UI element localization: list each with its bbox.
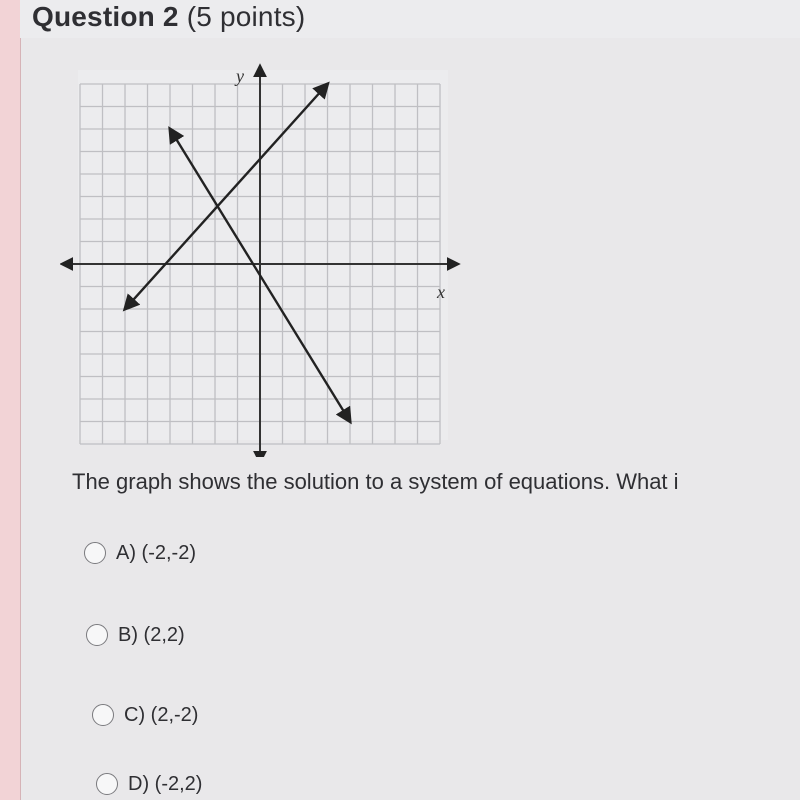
x-axis-label: x <box>437 282 445 302</box>
question-text: The graph shows the solution to a system of equations. What i <box>72 469 679 494</box>
choice-c[interactable] <box>92 703 198 727</box>
left-sidebar-strip <box>0 0 21 800</box>
y-axis-label: y <box>236 66 244 86</box>
choice-a[interactable] <box>84 541 196 565</box>
graph-background <box>78 70 448 440</box>
radio-button-b[interactable] <box>86 624 108 646</box>
graph-figure <box>60 52 465 457</box>
choice-a-label: A) (-2,-2) <box>116 542 196 564</box>
question-title <box>32 2 305 32</box>
question-points: (5 points) <box>186 1 306 32</box>
choice-b[interactable] <box>86 623 185 647</box>
radio-button-a[interactable] <box>84 542 106 564</box>
choice-c-label: C) (2,-2) <box>124 704 199 726</box>
radio-button-c[interactable] <box>92 704 114 726</box>
choice-d[interactable] <box>96 772 202 796</box>
choice-b-label: B) (2,2) <box>118 624 185 646</box>
radio-button-d[interactable] <box>96 773 118 795</box>
question-number: Question 2 <box>32 1 179 32</box>
choice-d-label: D) (-2,2) <box>128 773 203 795</box>
